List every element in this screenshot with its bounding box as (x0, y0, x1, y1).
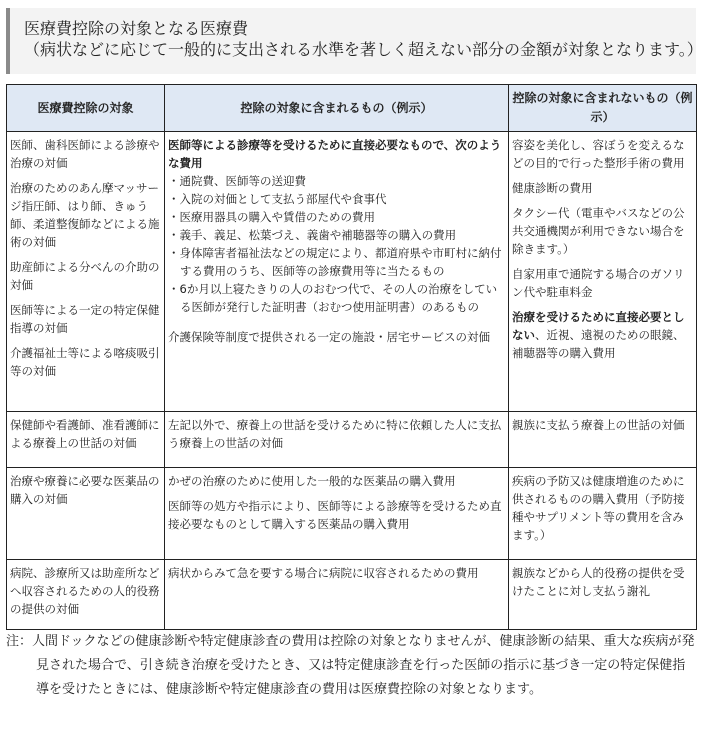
row4-excluded-cell: 親族などから人的役務の提供を受けたことに対し支払う謝礼 (509, 560, 697, 630)
cell-text: タクシー代（電車やバスなどの公共交通機関が利用できない場合を除きます。） (512, 206, 685, 256)
list-item: ・6か月以上寝たきりの人のおむつ代で、その人の治療をしている医師が発行した証明書（おむつ使用証明書）のあるもの (168, 282, 498, 314)
cell-text: かぜの治療のために使用した一般的な医薬品の購入費用 (168, 474, 456, 488)
cell-text: 医師等による一定の特定保健指導の対価 (10, 303, 160, 335)
table-row (7, 412, 697, 468)
list-item: ・義手、義足、松葉づえ、義歯や補聴器等の購入の費用 (168, 228, 457, 242)
cell-text: 介護保険等制度で提供される一定の施設・居宅サービスの対価 (168, 330, 490, 344)
table-row (7, 132, 697, 412)
table-row (7, 468, 697, 560)
list-item: ・通院費、医師等の送迎費 (168, 174, 306, 188)
page-subtitle: （病状などに応じて一般的に支出される水準を著しく超えない部分の金額が対象となります。） (24, 40, 703, 59)
row4-included-cell: 病状からみて急を要する場合に病院に収容されるための費用 (165, 560, 509, 630)
bold-text: 治療を受けるために直接必要としない (512, 310, 685, 342)
list-item: ・身体障害者福祉法などの規定により、都道府県や市町村に納付する費用のうち、医師等の診療費用等に当たるもの (168, 246, 502, 278)
cell-heading: 医師等による診療等を受けるために直接必要なもので、次のような費用 (168, 138, 502, 170)
cell-text: 自家用車で通院する場合のガソリン代や駐車料金 (512, 267, 685, 299)
footnote: 注：人間ドックなどの健康診断や特定健康診査の費用は控除の対象となりませんが、健康診断の結果、重大な疾病が発見された場合で、引き続き治療を受けたとき、又は特定健康診査を行った医師の指示に基づき一定の特定保健指導を受けたときには、健康診断や特定健康診査の費用は医療費控除の対象となります。 (6, 634, 695, 697)
row3-included-cell (165, 468, 509, 560)
table-row (7, 560, 697, 630)
cell-text: 健康診断の費用 (512, 181, 593, 195)
header-included: 控除の対象に含まれるもの（例示） (165, 85, 509, 132)
row2-excluded-cell: 親族に支払う療養上の世話の対価 (509, 412, 697, 468)
medical-deduction-table (6, 84, 697, 630)
row1-excluded-cell (509, 132, 697, 412)
cell-text: 治療のためのあん摩マッサージ指圧師、はり師、きゅう師、柔道整復師などによる施術の対価 (10, 181, 160, 249)
page-title: 医療費控除の対象となる医療費 (24, 19, 249, 38)
table-header-row (7, 85, 697, 132)
cell-text-rest: 、近視、遠視のための眼鏡、補聴器等の購入費用 (512, 328, 685, 360)
list-item: ・医療用器具の購入や賃借のための費用 (168, 210, 375, 224)
title-box (6, 8, 703, 74)
header-target: 医療費控除の対象 (7, 85, 165, 132)
row4-target-cell: 病院、診療所又は助産所などへ収容されるための人的役務の提供の対価 (7, 560, 165, 630)
row1-included-cell (165, 132, 509, 412)
cell-text: 容姿を美化し、容ぼうを変えるなどの目的で行った整形手術の費用 (512, 138, 685, 170)
row1-target-cell (7, 132, 165, 412)
row3-target-cell: 治療や療養に必要な医薬品の購入の対価 (7, 468, 165, 560)
cell-text: 医師、歯科医師による診療や治療の対価 (10, 138, 160, 170)
cell-text (512, 308, 693, 362)
cell-text: 医師等の処方や指示により、医師等による診療等を受けるため直接必要なものとして購入する医薬品の購入費用 (168, 499, 502, 531)
header-excluded: 控除の対象に含まれないもの（例示） (509, 85, 697, 132)
list-item: ・入院の対価として支払う部屋代や食事代 (168, 192, 387, 206)
row2-included-cell: 左記以外で、療養上の世話を受けるために特に依頼した人に支払う療養上の世話の対価 (165, 412, 509, 468)
cell-text: 介護福祉士等による喀痰吸引等の対価 (10, 346, 160, 378)
row3-excluded-cell: 疾病の予防又は健康増進のために供されるものの購入費用（予防接種やサプリメント等の費用を含みます。） (509, 468, 697, 560)
row2-target-cell: 保健師や看護師、准看護師による療養上の世話の対価 (7, 412, 165, 468)
cell-text: 助産師による分べんの介助の対価 (10, 260, 160, 292)
